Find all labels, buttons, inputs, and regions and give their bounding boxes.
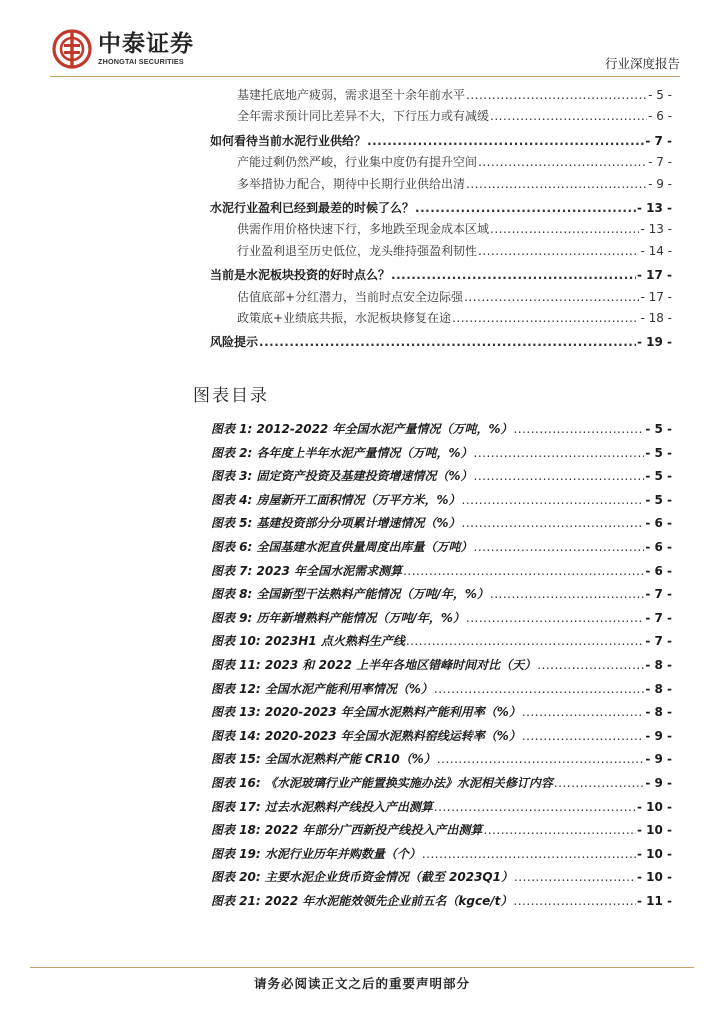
dot-leader: [452, 311, 639, 325]
page-number: - 9 -: [645, 775, 672, 790]
figure-entry[interactable]: [211, 845, 672, 869]
figure-entry-title: 图表 12: 全国水泥产能利用率情况（%）: [211, 681, 433, 696]
toc-entry-title: 政策底+业绩底共振，水泥板块修复在途: [237, 310, 452, 325]
figure-entry-title: 图表 18: 2022 年部分广西新投产线投入产出测算: [211, 823, 483, 838]
figure-entry-title: 图表 2: 各年度上半年水泥产量情况（万吨，%）: [211, 445, 473, 460]
figure-entry[interactable]: [211, 703, 672, 727]
page-number: - 11 -: [636, 893, 672, 908]
dot-leader: [474, 469, 645, 483]
dot-leader: [474, 446, 645, 460]
page-number: - 10 -: [636, 846, 672, 861]
toc-entry[interactable]: [210, 107, 672, 128]
figure-entry-title: 图表 19: 水泥行业历年并购数量（个）: [211, 846, 421, 861]
toc-entry[interactable]: [210, 288, 672, 309]
page-number: - 5 -: [648, 88, 672, 102]
page-number: - 6 -: [645, 539, 672, 554]
page-number: - 13 -: [636, 200, 672, 215]
toc-entry-title: 行业盈利退至历史低位，龙头维持强盈利韧性: [237, 243, 478, 258]
figure-entry-title: 图表 14: 2020-2023 年全国水泥熟料窑线运转率（%）: [211, 728, 521, 743]
figure-entry[interactable]: [211, 514, 672, 538]
toc-entry-title: 多举措协力配合，期待中长期行业供给出清: [237, 176, 466, 191]
dot-leader: [367, 134, 644, 148]
page-number: - 7 -: [648, 155, 672, 170]
dot-leader: [466, 88, 647, 102]
dot-leader: [462, 493, 645, 507]
toc-entry[interactable]: [210, 86, 672, 107]
footer-divider: [30, 967, 694, 968]
figure-entry-title: 图表 6: 全国基建水泥直供量周度出库量（万吨）: [211, 539, 473, 554]
page-number: - 10 -: [636, 823, 672, 838]
toc-entry[interactable]: [210, 132, 672, 153]
page-number: - 10 -: [636, 799, 672, 814]
page-number: - 7 -: [645, 133, 672, 148]
dot-leader: [462, 516, 645, 530]
toc-entry-title: 当前是水泥板块投资的好时点么？: [210, 268, 391, 283]
figure-entry[interactable]: [211, 656, 672, 680]
page-number: - 5 -: [645, 445, 672, 460]
dot-leader: [554, 776, 644, 790]
toc-entry-title: 基建托底地产疲弱，需求退至十余年前水平: [237, 88, 466, 102]
toc-entry[interactable]: [210, 220, 672, 241]
toc-entry-title: 产能过剩仍然严峻，行业集中度仍有提升空间: [237, 155, 478, 170]
figure-entry[interactable]: [211, 420, 672, 444]
page-number: - 10 -: [636, 870, 672, 885]
toc-entry-title: 如何看待当前水泥行业供给？: [210, 133, 367, 148]
dot-leader: [406, 634, 645, 648]
page-number: - 5 -: [645, 469, 672, 484]
figure-entry-title: 图表 7: 2023 年全国水泥需求测算: [211, 563, 403, 578]
figure-entry[interactable]: [211, 868, 672, 892]
header-divider: [50, 76, 680, 77]
dot-leader: [522, 729, 644, 743]
figure-entry[interactable]: [211, 609, 672, 633]
dot-leader: [403, 564, 644, 578]
page-header: [0, 0, 724, 80]
toc-entry[interactable]: [210, 309, 672, 330]
toc-entry[interactable]: [210, 175, 672, 196]
dot-leader: [478, 155, 647, 169]
toc-entry[interactable]: [210, 333, 672, 354]
figures-heading: 图表目录: [193, 386, 269, 406]
page-number: - 8 -: [645, 681, 672, 696]
dot-leader: [490, 222, 639, 236]
page-number: - 8 -: [645, 657, 672, 672]
toc-entry[interactable]: [210, 242, 672, 263]
page-number: - 5 -: [645, 422, 672, 436]
figure-entry[interactable]: [211, 798, 672, 822]
page-number: - 9 -: [648, 176, 672, 191]
figure-entry-title: 图表 1: 2012-2022 年全国水泥产量情况（万吨，%）: [211, 422, 513, 436]
toc-entry[interactable]: [210, 199, 672, 220]
page-number: - 9 -: [645, 728, 672, 743]
figure-entry-title: 图表 8: 全国新型干法熟料产能情况（万吨/年，%）: [211, 587, 489, 602]
dot-leader: [434, 800, 636, 814]
brand-logo: [52, 26, 222, 72]
figure-entry-title: 图表 15: 全国水泥熟料产能 CR10（%）: [211, 752, 436, 767]
figure-entry[interactable]: [211, 680, 672, 704]
figure-entry[interactable]: [211, 491, 672, 515]
page-number: - 7 -: [645, 610, 672, 625]
figure-entry[interactable]: [211, 538, 672, 562]
page-number: - 6 -: [648, 109, 672, 124]
page-number: - 19 -: [636, 335, 672, 350]
dot-leader: [522, 705, 644, 719]
dot-leader: [415, 201, 636, 215]
figure-entry-title: 图表 13: 2020-2023 年全国水泥熟料产能利用率（%）: [211, 705, 521, 720]
dot-leader: [422, 847, 636, 861]
zhongtai-logo-icon: [52, 29, 92, 69]
toc-entry[interactable]: [210, 266, 672, 287]
figure-entry[interactable]: [211, 774, 672, 798]
page-number: - 5 -: [645, 492, 672, 507]
figure-entry-title: 图表 11: 2023 和 2022 上半年各地区错峰时间对比（天）: [211, 657, 537, 672]
figure-entry-title: 图表 16: 《水泥玻璃行业产能置换实施办法》水泥相关修订内容: [211, 775, 553, 790]
page-number: - 9 -: [645, 752, 672, 767]
page-number: - 17 -: [636, 268, 672, 283]
dot-leader: [437, 752, 645, 766]
page-number: - 17 -: [640, 289, 672, 304]
toc-entry[interactable]: [210, 153, 672, 174]
figure-entry[interactable]: [211, 750, 672, 774]
figure-entry[interactable]: [211, 821, 672, 845]
figure-entry-title: 图表 21: 2022 年水泥能效领先企业前五名（kgce/t）: [211, 893, 513, 908]
page-number: - 13 -: [640, 222, 672, 237]
list-of-figures: [211, 420, 672, 915]
table-of-contents: [210, 86, 672, 355]
figure-entry-title: 图表 20: 主要水泥企业货币资金情况（截至 2023Q1）: [211, 870, 513, 885]
dot-leader: [513, 422, 644, 436]
report-type-label: 行业深度报告: [604, 56, 680, 71]
figure-entry-title: 图表 17: 过去水泥熟料产线投入产出测算: [211, 799, 433, 814]
page-number: - 14 -: [640, 243, 672, 258]
dot-leader: [466, 177, 647, 191]
page-number: - 7 -: [645, 587, 672, 602]
figure-entry[interactable]: [211, 892, 672, 916]
page-number: - 7 -: [645, 634, 672, 649]
dot-leader: [514, 870, 636, 884]
dot-leader: [478, 244, 639, 258]
dot-leader: [474, 540, 645, 554]
toc-entry-title: 水泥行业盈利已经到最差的时候了么？: [210, 200, 415, 215]
dot-leader: [490, 587, 644, 601]
figure-entry[interactable]: [211, 444, 672, 468]
page-number: - 8 -: [645, 705, 672, 720]
brand-name-en: ZHONGTAI SECURITIES: [98, 57, 184, 66]
dot-leader: [483, 823, 636, 837]
figure-entry-title: 图表 4: 房屋新开工面积情况（万平方米，%）: [211, 492, 461, 507]
dot-leader: [513, 894, 636, 908]
brand-name-cn: 中泰证券: [98, 31, 194, 57]
figure-entry-title: 图表 10: 2023H1 点火熟料生产线: [211, 634, 405, 649]
page-number: - 6 -: [645, 516, 672, 531]
figure-entry[interactable]: [211, 632, 672, 656]
toc-entry-title: 供需作用价格快速下行，多地跌至现金成本区域: [237, 222, 490, 237]
dot-leader: [259, 335, 636, 349]
dot-leader: [464, 290, 639, 304]
figure-entry[interactable]: [211, 467, 672, 491]
dot-leader: [537, 658, 644, 672]
page-number: - 6 -: [645, 563, 672, 578]
dot-leader: [391, 268, 636, 282]
dot-leader: [490, 109, 647, 123]
figure-entry-title: 图表 3: 固定资产投资及基建投资增速情况（%）: [211, 469, 473, 484]
dot-leader: [466, 611, 644, 625]
figure-entry-title: 图表 9: 历年新增熟料产能情况（万吨/年，%）: [211, 610, 465, 625]
figure-entry[interactable]: [211, 585, 672, 609]
figure-entry-title: 图表 5: 基建投资部分分项累计增速情况（%）: [211, 516, 461, 531]
figure-entry[interactable]: [211, 562, 672, 586]
toc-entry-title: 全年需求预计同比差异不大，下行压力或有减缓: [237, 109, 490, 124]
figure-entry[interactable]: [211, 727, 672, 751]
toc-entry-title: 风险提示: [210, 335, 259, 350]
footer-disclaimer: 请务必阅读正文之后的重要声明部分: [253, 976, 470, 991]
page-number: - 18 -: [640, 310, 672, 325]
toc-entry-title: 估值底部+分红潜力，当前时点安全边际强: [237, 289, 464, 304]
dot-leader: [434, 682, 644, 696]
